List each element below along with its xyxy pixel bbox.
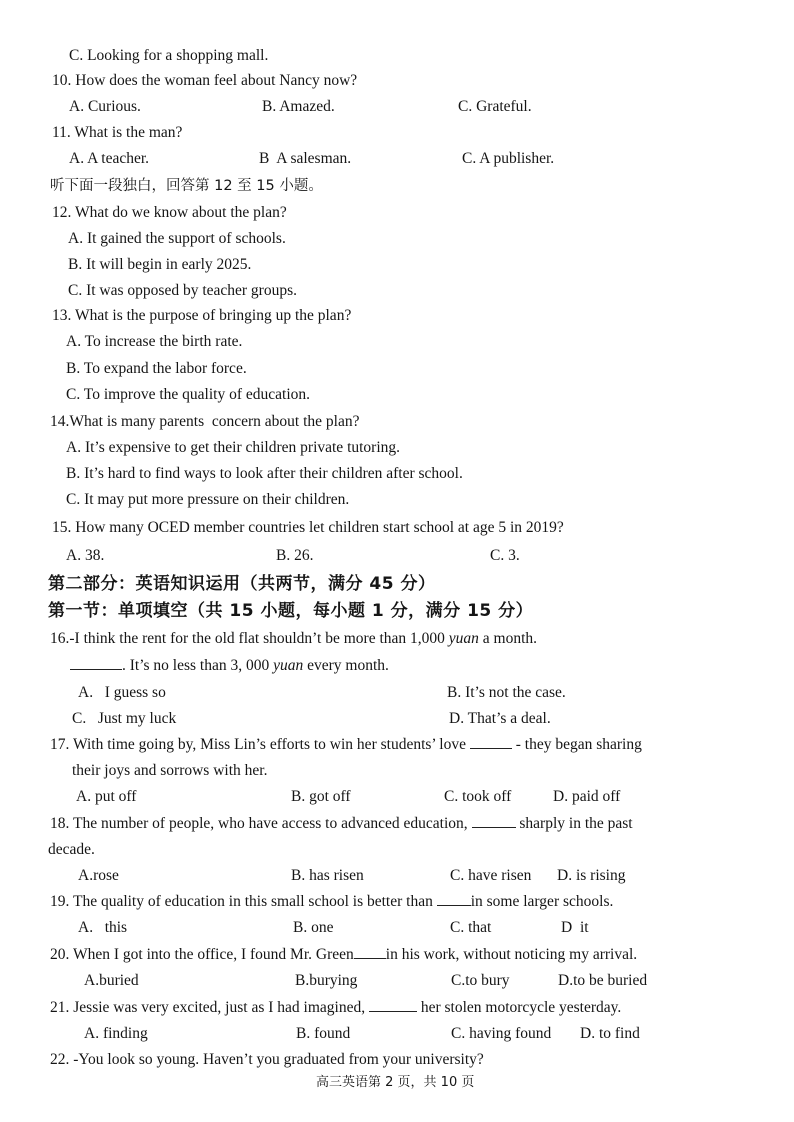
q13-option-a: A. To increase the birth rate. [66, 333, 243, 350]
q16-option-a: A. I guess so [78, 684, 166, 701]
answer-blank [369, 997, 417, 1012]
q11-option-c: C. A publisher. [462, 150, 555, 167]
q16-option-b: B. It’s not the case. [447, 684, 566, 701]
q14-option-b: B. It’s hard to find ways to look after their children after school. [66, 465, 463, 482]
q14-option-a: A. It’s expensive to get their children private tutoring. [66, 439, 401, 456]
q10-option-a: A. Curious. [69, 98, 141, 115]
q18-option-b: B. has risen [291, 867, 364, 884]
q10-option-b: B. Amazed. [262, 98, 335, 115]
answer-blank [470, 734, 512, 749]
q12-option-b: B. It will begin in early 2025. [68, 256, 252, 273]
q21-option-a: A. finding [84, 1025, 148, 1042]
q20-option-b: B.burying [295, 972, 358, 989]
question-18: 18. The number of people, who have access to advanced education, sharply in the past [50, 815, 633, 832]
answer-blank [472, 813, 516, 828]
q20-option-c: C.to bury [451, 972, 510, 989]
question-17: 17. With time going by, Miss Lin’s efforts to win her students’ love - they began sharing [50, 736, 642, 753]
question-18-line-2: decade. [48, 841, 95, 858]
q19-option-c: C. that [450, 919, 492, 936]
q15-option-c: C. 3. [490, 547, 520, 564]
answer-blank [354, 944, 386, 959]
q16-option-d: D. That’s a deal. [449, 710, 551, 727]
q20-option-a: A.buried [84, 972, 139, 989]
q11-option-b: B A salesman. [259, 150, 352, 167]
q18-option-d: D. is rising [557, 867, 626, 884]
question-14: 14.What is many parents concern about the plan? [50, 413, 360, 430]
option-line: C. Looking for a shopping mall. [69, 47, 269, 64]
question-15: 15. How many OCED member countries let children start school at age 5 in 2019? [52, 519, 564, 536]
question-16: 16.-I think the rent for the old flat shouldn’t be more than 1,000 yuan a month. [50, 630, 538, 647]
q19-option-b: B. one [293, 919, 334, 936]
q10-option-c: C. Grateful. [458, 98, 532, 115]
q21-option-b: B. found [296, 1025, 351, 1042]
q20-option-d: D.to be buried [558, 972, 648, 989]
answer-blank [70, 655, 122, 670]
q15-option-b: B. 26. [276, 547, 314, 564]
q21-option-c: C. having found [451, 1025, 552, 1042]
question-10: 10. How does the woman feel about Nancy now? [52, 72, 358, 89]
section-one-heading: 第一节：单项填空（共 15 小题，每小题 1 分，满分 15 分） [48, 601, 534, 621]
q11-option-a: A. A teacher. [69, 150, 150, 167]
q13-option-c: C. To improve the quality of education. [66, 386, 310, 403]
q15-option-a: A. 38. [66, 547, 105, 564]
q21-option-d: D. to find [580, 1025, 640, 1042]
q16-option-c: C. Just my luck [72, 710, 177, 727]
question-12: 12. What do we know about the plan? [52, 204, 287, 221]
answer-blank [437, 891, 471, 906]
question-11: 11. What is the man? [52, 124, 183, 141]
listening-instruction: 听下面一段独白，回答第 12 至 15 小题。 [50, 178, 323, 194]
question-22: 22. -You look so young. Haven’t you graduated from your university? [50, 1051, 484, 1068]
page-footer: 高三英语第 2 页，共 10 页 [316, 1075, 475, 1090]
question-17-line-2: their joys and sorrows with her. [72, 762, 268, 779]
q19-option-a: A. this [78, 919, 128, 936]
q17-option-c: C. took off [444, 788, 512, 805]
q19-option-d: D it [561, 919, 589, 936]
q14-option-c: C. It may put more pressure on their children. [66, 491, 350, 508]
part-two-heading: 第二部分：英语知识运用（共两节，满分 45 分） [48, 574, 436, 594]
question-16-reply: . It’s no less than 3, 000 yuan every month. [70, 655, 389, 676]
question-21: 21. Jessie was very excited, just as I had imagined, her stolen motorcycle yesterday. [50, 999, 622, 1016]
q18-option-a: A.rose [78, 867, 119, 884]
q18-option-c: C. have risen [450, 867, 532, 884]
q17-option-b: B. got off [291, 788, 351, 805]
question-19: 19. The quality of education in this small school is better than in some larger schools. [50, 893, 614, 910]
q17-option-d: D. paid off [553, 788, 621, 805]
q13-option-b: B. To expand the labor force. [66, 360, 247, 377]
q12-option-c: C. It was opposed by teacher groups. [68, 282, 298, 299]
q17-option-a: A. put off [76, 788, 137, 805]
question-13: 13. What is the purpose of bringing up the plan? [52, 307, 352, 324]
question-20: 20. When I got into the office, I found Mr. Green in his work, without noticing my arrival. [50, 946, 638, 963]
q12-option-a: A. It gained the support of schools. [68, 230, 286, 247]
